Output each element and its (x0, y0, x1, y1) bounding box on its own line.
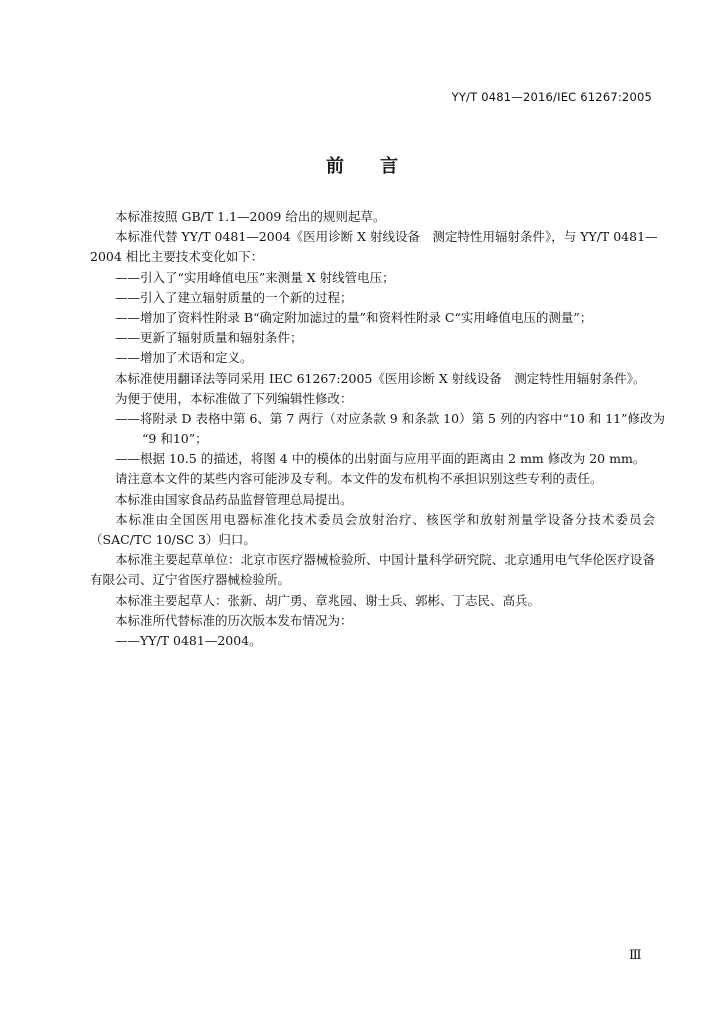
text-line: 本标准由全国医用电器标准化技术委员会放射治疗、核医学和放射剂量学设备分技术委员会 (115, 511, 655, 527)
foreword-body (90, 207, 666, 651)
text-line: 2004 相比主要技术变化如下： (90, 249, 264, 265)
text-line: （SAC/TC 10/SC 3）归口。 (90, 532, 256, 547)
text-line: 本标准所代替标准的历次版本发布情况为： (115, 612, 353, 628)
text-line: 本标准按照 GB/T 1.1—2009 给出的规则起草。 (115, 209, 386, 224)
text-line: 本标准代替 YY/T 0481—2004《医用诊断 X 射线设备 测定特性用辐射条件》，与 YY/T 0481— (115, 229, 658, 245)
list-item: ——YY/T 0481—2004。 (115, 632, 262, 648)
text-line: 本标准主要起草单位：北京市医疗器械检验所、中国计量科学研究院、北京通用电气华伦医疗设备 (115, 552, 655, 568)
list-item: ——根据 10.5 的描述，将图 4 中的模体的出射面与应用平面的距离由 2 mm 修改为 20 mm。 (115, 451, 646, 467)
text-line: 本标准使用翻译法等同采用 IEC 61267:2005《医用诊断 X 射线设备 测定特性用辐射条件》。 (115, 370, 646, 386)
text-line: 本标准由国家食品药品监督管理总局提出。 (115, 491, 353, 507)
page-title: 前言 (326, 156, 434, 177)
text-line: 请注意本文件的某些内容可能涉及专利。本文件的发布机构不承担识别这些专利的责任。 (115, 471, 603, 487)
list-item: ——引入了“实用峰值电压”来测量 X 射线管电压； (115, 269, 395, 285)
text-line: 为便于使用，本标准做了下列编辑性修改： (115, 390, 353, 406)
text-line: 有限公司、辽宁省医疗器械检验所。 (90, 572, 291, 588)
standard-code-header: YY/T 0481—2016/IEC 61267:2005 (451, 90, 652, 104)
list-item: ——增加了术语和定义。 (115, 350, 253, 366)
page-number: Ⅲ (629, 948, 642, 963)
list-item: ——将附录 D 表格中第 6、第 7 两行（对应条款 9 和条款 10）第 5 列的内容中“10 和 11”修改为 (115, 410, 666, 426)
list-item: ——增加了资料性附录 B“确定附加滤过的量”和资料性附录 C“实用峰值电压的测量”； (115, 309, 593, 325)
list-item-continuation: “9 和10”； (142, 431, 208, 447)
list-item: ——更新了辐射质量和辐射条件； (115, 330, 303, 346)
text-line: 本标准主要起草人：张新、胡广勇、章兆园、谢士兵、郭彬、丁志民、高兵。 (115, 592, 541, 608)
list-item: ——引入了建立辐射质量的一个新的过程； (115, 289, 353, 305)
